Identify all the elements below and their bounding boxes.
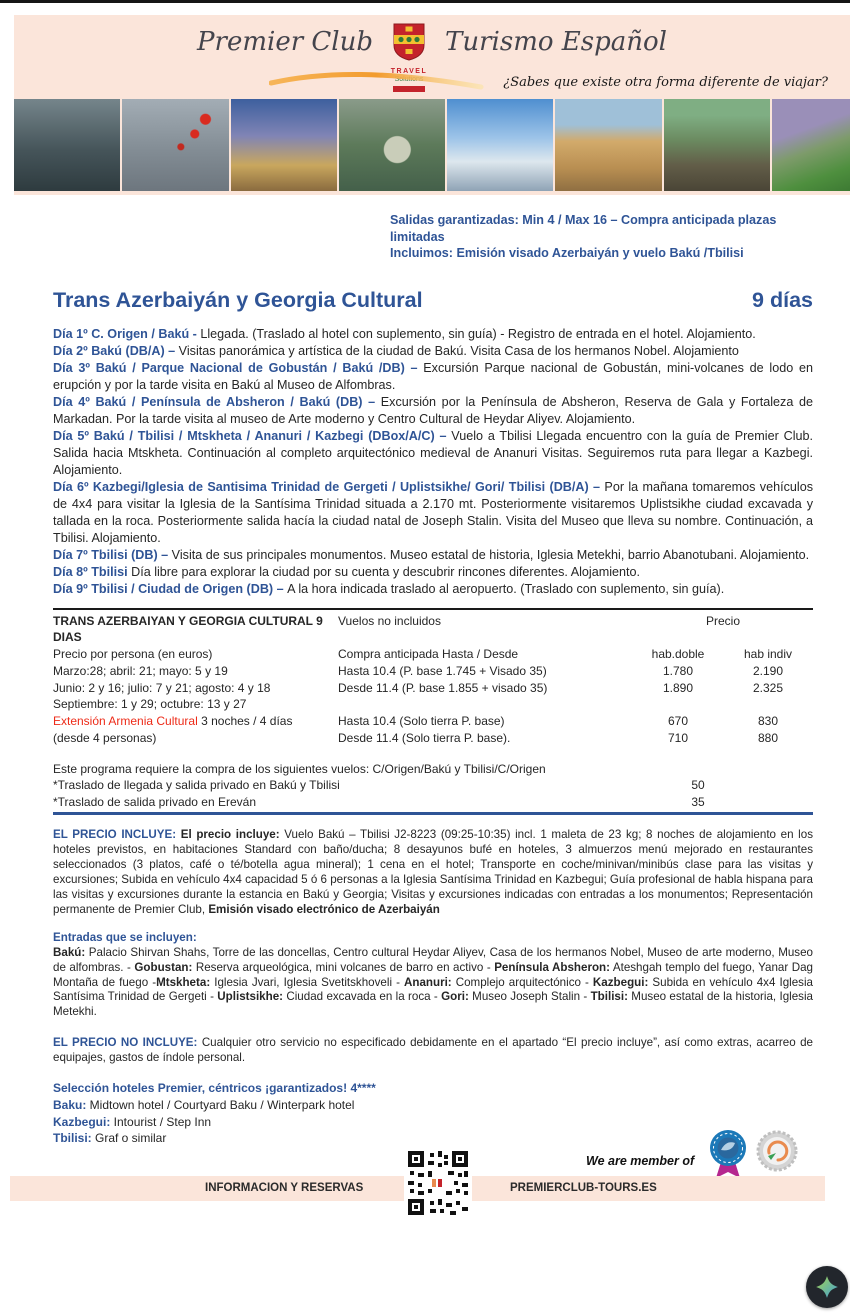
price-table-row	[53, 663, 813, 680]
entry-segment: Kazbegui: Subida en vehículo 4x4 Iglesia Santísima Trinidad de Gergeti -	[53, 975, 813, 1004]
member-badge-gray-icon	[756, 1130, 798, 1179]
destination-photo	[122, 99, 228, 191]
itinerary	[53, 326, 813, 598]
destination-photo	[231, 99, 337, 191]
supplement-price: 35	[691, 794, 705, 809]
destination-photo	[555, 99, 661, 191]
entry-segment: Uplistsikhe: Ciudad excavada en la roca -	[217, 990, 442, 1004]
conditions-cell: Vuelos no incluidos	[338, 613, 441, 628]
price-double-cell: 710	[667, 731, 689, 746]
day-text: Visitas panorámica y artística de la ciudad de Bakú. Visita Casa de los hermanos Nobel. Alojamiento	[178, 343, 739, 358]
floating-widget-button[interactable]	[806, 1266, 848, 1308]
hotels-heading: Selección hoteles Premier, céntricos ¡garantizados! 4****	[53, 1081, 376, 1096]
price-table-row	[53, 646, 813, 663]
price-table	[53, 608, 813, 747]
page-top-rule	[0, 0, 850, 3]
entry-segment: Gobustan: Reserva arqueológica, mini volcanes de barro en activo -	[134, 960, 495, 974]
tour-title: Trans Azerbaiyán y Georgia Cultural	[53, 287, 423, 312]
header-tagline: ¿Sabes que existe otra forma diferente de viajar?	[503, 75, 828, 90]
price-single-cell: 2.190	[752, 663, 784, 678]
price-includes: EL PRECIO INCLUYE: El precio incluye: Vuelo Bakú – Tbilisi J2-8223 (09:25-10:35) incl. 1 maleta de 23 kg; 8 noches de alojamiento en los hoteles previstos, en habitaciones Standard con baño/ducha; 8 desayunos bufé en hoteles, 3 almuerzos menú mejorado en restaurantes seleccionados (3 platos, café o té/botella agua mineral); 1 cena en el hotel; Transporte en coche/minivan/minibús clase para las visitas y excursiones; Subida en vehículo 4x4 capacidad 5 ó 6 personas a la Iglesia Santísima Trinidad en Kazbegui; Guía profesional de habla hispana para las visitas y excursiones durante la estancia en Bakú y Georgia; Visitas y excursiones indicadas con entradas a los monumentos; Representación permanente de Premier Club, Emisión visado electrónico de Azerbaiyán	[53, 828, 813, 916]
dates-cell: Septiembre: 1 y 29; octubre: 13 y 27	[53, 697, 247, 712]
price-table-row	[53, 730, 813, 747]
price-single-cell: 2.325	[752, 680, 784, 695]
hotel-city: Baku:	[53, 1097, 87, 1112]
itinerary-day	[53, 547, 813, 564]
info-reservas-text: INFORMACION Y RESERVAS	[205, 1182, 364, 1194]
entry-segment: Gori: Museo Joseph Stalin -	[441, 990, 591, 1004]
photo-strip	[14, 99, 850, 195]
price-table-row	[53, 713, 813, 730]
flight-notes	[53, 761, 813, 816]
price-not-includes-label: EL PRECIO NO INCLUYE:	[53, 1036, 202, 1050]
conditions-cell: Desde 11.4 (P. base 1.855 + visado 35)	[338, 680, 548, 695]
conditions-cell: Compra anticipada Hasta / Desde	[338, 647, 519, 662]
hotel-names: Intourist / Step Inn	[110, 1114, 212, 1129]
entry-segment: Tbilisi: Museo estatal de la historia, Iglesia Metekhi.	[53, 990, 813, 1019]
day-label: Día 2º Bakú (DB/A) –	[53, 343, 179, 358]
departures-line2: Incluimos: Emisión visado Azerbaiyán y vuelo Bakú /Tbilisi	[390, 246, 744, 260]
dates-cell: TRANS AZERBAIYAN Y GEORGIA CULTURAL 9 DIAS	[53, 613, 323, 645]
day-label: Día 1º C. Origen / Bakú -	[53, 326, 201, 341]
footer	[0, 1128, 850, 1268]
day-label: Día 8º Tbilisi	[53, 564, 132, 579]
day-label: Día 3º Bakú / Parque Nacional de Gobustán / Bakú /DB) –	[53, 360, 424, 375]
logo-word-solutions: Solutions	[394, 76, 424, 83]
brand-name-right: Turismo Español	[445, 27, 667, 57]
price-span-cell: Precio	[705, 613, 740, 628]
document-body	[53, 212, 813, 1147]
day-text: Llegada. (Traslado al hotel con suplemento, sin guía) - Registro de entrada en el hotel. Alojamiento.	[200, 326, 756, 341]
destination-photo	[772, 99, 850, 191]
itinerary-day	[53, 394, 813, 428]
price-single-cell: 880	[757, 731, 779, 746]
logo-word-travel: TRAVEL	[390, 68, 428, 75]
day-text: Visita de sus principales monumentos. Museo estatal de historia, Iglesia Metekhi, barrio Abanotubani. Alojamiento.	[171, 547, 810, 562]
swoosh-icon	[269, 69, 484, 95]
entry-segment: Ananuri: Complejo arquitectónico -	[404, 975, 593, 989]
itinerary-day	[53, 479, 813, 547]
price-double-cell: 1.890	[662, 680, 694, 695]
price-double-cell: hab.doble	[651, 647, 705, 662]
hotel-names: Midtown hotel / Courtyard Baku / Winterpark hotel	[86, 1097, 355, 1112]
entry-segment: Península Absheron: Ateshgah templo del fuego, Yanar Dag Montaña de fuego -	[53, 960, 813, 989]
website-link[interactable]: PREMIERCLUB-TOURS.ES	[510, 1182, 657, 1194]
hotel-city: Tbilisi:	[53, 1131, 92, 1146]
itinerary-day	[53, 564, 813, 581]
conditions-cell: Hasta 10.4 (Solo tierra P. base)	[338, 714, 505, 729]
destination-photo	[14, 99, 120, 191]
qr-code-icon	[404, 1146, 472, 1220]
dates-cell: Junio: 2 y 16; julio: 7 y 21; agosto: 4 y 18	[53, 680, 271, 695]
departures-line1: Salidas garantizadas: Min 4 / Max 16 – Compra anticipada plazas limitadas	[390, 213, 777, 244]
supplement-price: 50	[691, 778, 705, 793]
day-label: Día 5º Bakú / Tbilisi / Mtskheta / Ananuri / Kazbegi (DBox/A/C) –	[53, 428, 452, 443]
day-label: Día 4º Bakú / Península de Absheron / Bakú (DB) –	[53, 394, 381, 409]
dates-cell: (desde 4 personas)	[53, 731, 157, 746]
entry-segment: Mtskheta: Iglesia Jvari, Iglesia Svetitskhoveli -	[156, 975, 404, 989]
price-table-row	[53, 696, 813, 713]
supplement-text: *Traslado de salida privado en Ereván	[53, 794, 257, 809]
dates-cell: Extensión Armenia Cultural 3 noches / 4 días	[53, 714, 293, 729]
price-table-row	[53, 613, 813, 647]
price-double-cell: 670	[667, 714, 689, 729]
dates-cell: Precio por persona (en euros)	[53, 647, 213, 662]
itinerary-day	[53, 360, 813, 394]
crest-logo-icon	[392, 23, 426, 66]
day-text: Vuelo a Tbilisi Llegada encuentro con la guía de Premier Club. Salida hacia Mtskheta. Continuación al completo arquitectónico medieval de Ananuri Visitas. Seguiremos ruta para llegar a Kazbegi. Alojamiento.	[53, 428, 814, 477]
price-double-cell: 1.780	[662, 663, 694, 678]
hotel-names: Graf o similar	[91, 1131, 167, 1146]
supplement-row	[53, 794, 813, 811]
price-not-includes: EL PRECIO NO INCLUYE: Cualquier otro servicio no especificado debidamente en el apartado “El precio incluye”, así como extras, acarreo de equipajes, gastos de índole personal.	[53, 1036, 813, 1065]
destination-photo	[447, 99, 553, 191]
day-text: Excursión por la Península de Absheron, Reserva de Gala y Fortaleza de Markadan. Por la tarde visita al museo de Arte moderno y Centro Cultural de Heydar Aliyev. Alojamiento.	[53, 394, 813, 426]
tour-duration: 9 días	[752, 287, 813, 312]
destination-photo	[664, 99, 770, 191]
itinerary-day	[53, 581, 813, 598]
entry-segment: Bakú: Palacio Shirvan Shahs, Torre de las doncellas, Centro cultural Heydar Aliyev, Casa de los hermanos Nobel, Museo de arte moderno, Museo de alfombras. -	[53, 945, 813, 974]
itinerary-day	[53, 326, 813, 343]
itinerary-day	[53, 428, 813, 479]
conditions-cell: Hasta 10.4 (P. base 1.745 + Visado 35)	[338, 663, 547, 678]
entries-heading: Entradas que se incluyen:	[53, 930, 197, 944]
member-of-text: We are member of	[586, 1154, 695, 1168]
entries-included	[53, 931, 813, 1020]
destination-photo	[339, 99, 445, 191]
supplement-text: *Traslado de llegada y salida privado en Bakú y Tbilisi	[53, 778, 340, 793]
itinerary-day	[53, 343, 813, 360]
price-single-cell: hab indiv	[743, 647, 793, 662]
day-text: Excursión Parque nacional de Gobustán, mini-volcanes de lodo en erupción y por la tarde visita en Bakú al Museo de Alfombras.	[53, 360, 813, 392]
day-label: Día 7º Tbilisi (DB) –	[53, 547, 172, 562]
hotel-city: Kazbegui:	[53, 1114, 111, 1129]
supplement-row	[53, 777, 813, 794]
day-text: Día libre para explorar la ciudad por su cuenta y descubrir rincones diferentes. Alojamiento.	[131, 564, 641, 579]
brand-name-left: Premier Club	[197, 27, 374, 57]
day-text: Por la mañana tomaremos vehículos de 4x4 para visitar la Iglesia de la Santísima Trinidad situada a 2.170 mt. Posteriormente visitaremos Uplistsikhe ciudad excavada y tallada en la roca. Posteriormente salida hacía la ciudad natal de Joseph Stalin. Visita del Museo que lleva su nombre. Continuación, a Tbilisi. Alojamiento.	[53, 479, 813, 545]
day-text: A la hora indicada traslado al aeropuerto. (Traslado con suplemento, sin guía).	[287, 581, 725, 596]
conditions-cell: Desde 11.4 (Solo tierra P. base).	[338, 731, 511, 746]
dates-cell: Marzo:28; abril: 21; mayo: 5 y 19	[53, 663, 228, 678]
price-table-row	[53, 680, 813, 697]
header-banner	[14, 15, 850, 195]
price-includes-label: EL PRECIO INCLUYE:	[53, 828, 181, 842]
departures-note	[53, 212, 813, 262]
price-single-cell: 830	[757, 714, 779, 729]
day-label: Día 9º Tbilisi / Ciudad de Origen (DB) –	[53, 581, 288, 596]
day-label: Día 6º Kazbegi/Iglesia de Santisima Trinidad de Gergeti / Uplistsikhe/ Gori/ Tbilisi (DB/A) –	[53, 479, 605, 494]
flights-required-note: Este programa requiere la compra de los siguientes vuelos: C/Origen/Bakú y Tbilisi/C/Origen	[53, 761, 546, 776]
hotel-line	[53, 1097, 813, 1114]
